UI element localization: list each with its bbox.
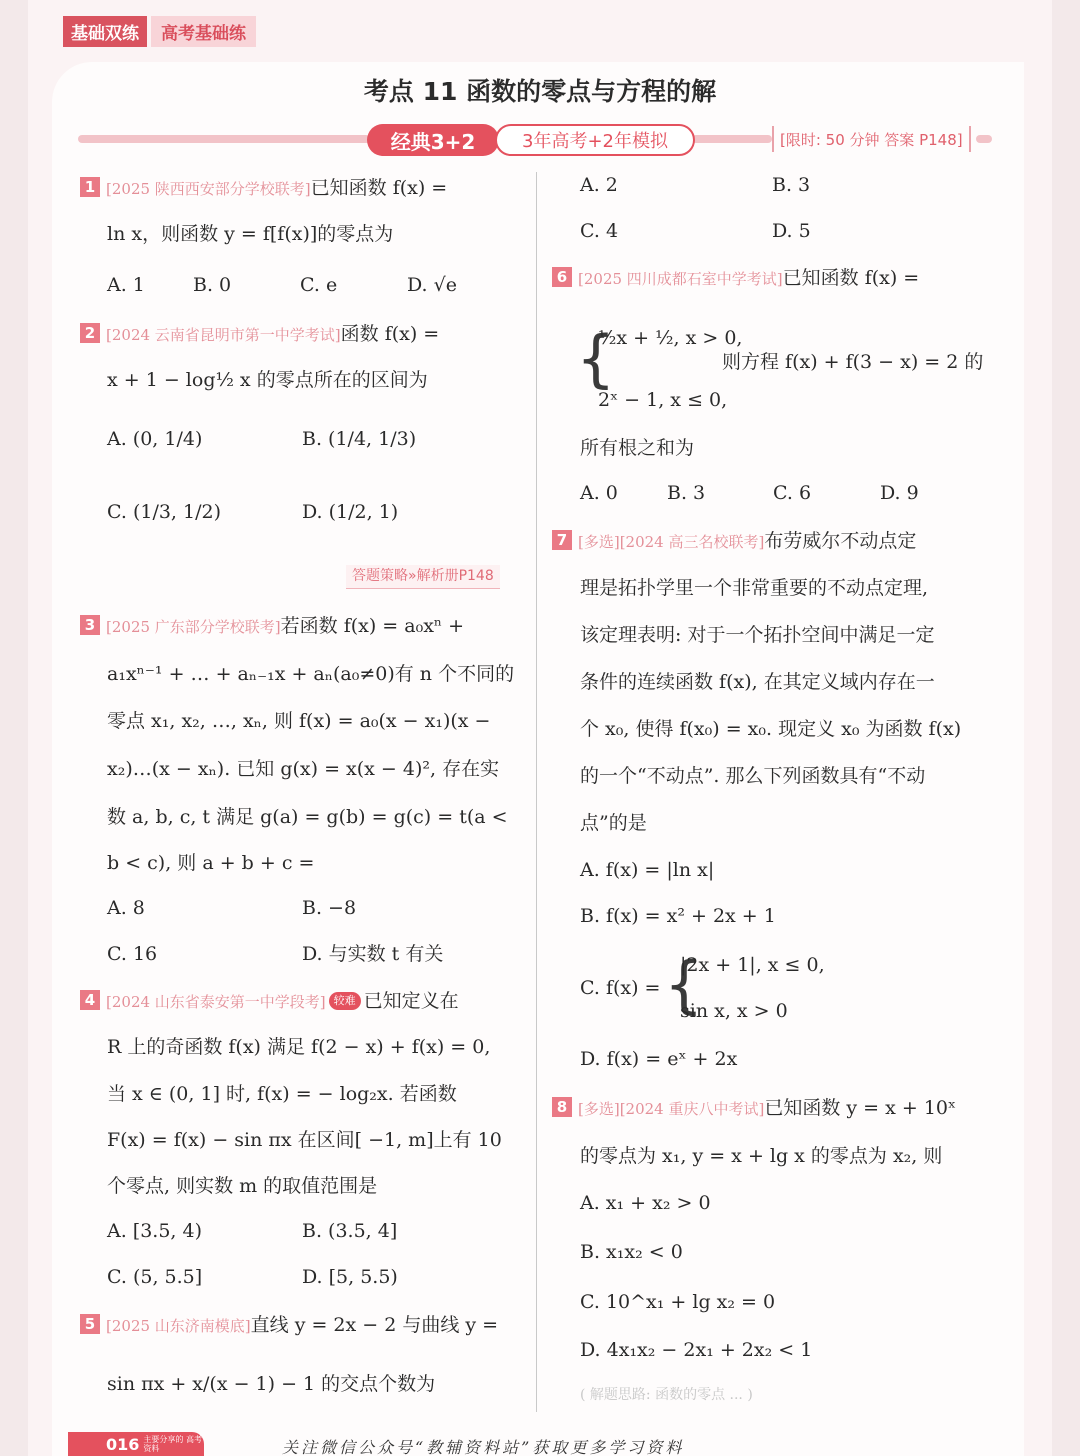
difficulty-badge: 较难 [329, 992, 361, 1010]
section-tag [63, 18, 256, 44]
q3-text1: 若函数 f(x) = a₀xⁿ + [280, 615, 465, 637]
q1-line1 [80, 176, 447, 201]
q3-line4: x₂)…(x − xₙ). 已知 g(x) = x(x − 4)², 存在实 [107, 758, 500, 780]
q5-line2: sin πx + x/(x − 1) − 1 的交点个数为 [107, 1373, 436, 1395]
q1-option-c: C. e [300, 274, 338, 296]
q7-option-d: D. f(x) = eˣ + 2x [580, 1048, 738, 1070]
faded-hint: ( 解题思路: 函数的零点 ... ) [580, 1387, 753, 1403]
q3-line6: b < c), 则 a + b + c = [107, 852, 315, 874]
q5-text1: 直线 y = 2x − 2 与曲线 y = [250, 1314, 499, 1336]
q4-number: 4 [80, 990, 100, 1010]
q7-option-c-piece2: sin x, x > 0 [680, 1000, 788, 1022]
q3-line5: 数 a, b, c, t 满足 g(a) = g(b) = g(c) = t(a < [107, 806, 508, 828]
q3-line2: a₁xⁿ⁻¹ + … + aₙ₋₁x + aₙ(a₀≠0)有 n 个不同的 [107, 663, 515, 685]
q7-option-c-label: C. f(x) = [580, 977, 661, 999]
q8-line1 [552, 1096, 956, 1121]
column-divider [536, 172, 537, 1412]
page-number: 016 [106, 1434, 140, 1454]
q5-line1 [80, 1313, 498, 1338]
q6-line1 [552, 266, 919, 291]
q8-number: 8 [552, 1097, 572, 1117]
q7-option-c-piece1: |2x + 1|, x ≤ 0, [680, 954, 825, 976]
band-sub-pill: 3年高考+2年模拟 [495, 124, 695, 156]
q8-option-c: C. 10^x₁ + lg x₂ = 0 [580, 1291, 776, 1313]
tag-basic: 基础双练 [63, 16, 147, 47]
q5-option-b: B. 3 [772, 174, 811, 196]
q7-brace: { [664, 948, 704, 1021]
time-limit: [限时: 50 分钟 答案 P148] [772, 126, 971, 152]
q8-source: [多选][2024 重庆八中考试] [578, 1100, 765, 1118]
q2-source: [2024 云南省昆明市第一中学考试] [106, 326, 341, 344]
q6-line3: 所有根之和为 [580, 437, 695, 459]
q1-option-d: D. √e [407, 274, 457, 296]
q6-text1: 已知函数 f(x) = [782, 267, 920, 289]
q1-text1: 已知函数 f(x) = [310, 177, 448, 199]
band-line-right [976, 135, 992, 143]
q3-option-d: D. 与实数 t 有关 [302, 943, 444, 965]
q1-line2: ln x，则函数 y = f[f(x)]的零点为 [107, 223, 394, 245]
q4-line5: 个零点, 则实数 m 的取值范围是 [107, 1175, 378, 1197]
q4-option-b: B. (3.5, 4] [302, 1220, 398, 1242]
q7-option-a: A. f(x) = |ln x| [580, 859, 715, 881]
q3-source: [2025 广东部分学校联考] [106, 618, 281, 636]
q6-line2: 则方程 f(x) + f(3 − x) = 2 的 [722, 351, 984, 373]
q6-brace: { [576, 322, 616, 395]
q4-option-a: A. [3.5, 4) [107, 1220, 203, 1242]
q5-source: [2025 山东济南模底] [106, 1317, 251, 1335]
q2-line2: x + 1 − log½ x 的零点所在的区间为 [107, 369, 428, 391]
q6-option-b: B. 3 [667, 482, 706, 504]
tag-exam: 高考基础练 [151, 16, 256, 47]
q1-number: 1 [80, 177, 100, 197]
q4-line1 [80, 989, 459, 1014]
q5-option-d: D. 5 [772, 220, 811, 242]
q6-source: [2025 四川成都石室中学考试] [578, 270, 783, 288]
q5-number: 5 [80, 1314, 100, 1334]
q4-line2: R 上的奇函数 f(x) 满足 f(2 − x) + f(x) = 0, [107, 1036, 491, 1058]
q6-piece2: 2ˣ − 1, x ≤ 0, [598, 389, 728, 411]
q2-text1: 函数 f(x) = [340, 323, 440, 345]
q1-source: [2025 陕西西安部分学校联考] [106, 180, 311, 198]
q7-line3: 该定理表明: 对于一个拓扑空间中满足一定 [580, 624, 935, 646]
page-title: 考点 11 函数的零点与方程的解 [363, 77, 717, 106]
q2-option-d: D. (1/2, 1) [302, 501, 399, 523]
q3-line3: 零点 x₁, x₂, …, xₙ, 则 f(x) = a₀(x − x₁)(x − [107, 710, 491, 732]
q3-option-c: C. 16 [107, 943, 158, 965]
q4-line4: F(x) = f(x) − sin πx 在区间[ −1, m]上有 10 [107, 1129, 502, 1151]
q8-option-a: A. x₁ + x₂ > 0 [580, 1192, 711, 1214]
q2-number: 2 [80, 323, 100, 343]
q2-option-a: A. (0, 1/4) [107, 428, 203, 450]
q7-line5: 个 x₀, 使得 f(x₀) = x₀. 现定义 x₀ 为函数 f(x) [580, 718, 962, 740]
q3-number: 3 [80, 615, 100, 635]
q1-option-b: B. 0 [193, 274, 232, 296]
q6-option-c: C. 6 [773, 482, 812, 504]
q4-source: [2024 山东省泰安第一中学段考] [106, 993, 326, 1011]
q5-option-c: C. 4 [580, 220, 619, 242]
q6-number: 6 [552, 267, 572, 287]
q3-line1 [80, 614, 464, 639]
q7-option-b: B. f(x) = x² + 2x + 1 [580, 905, 776, 927]
band-line-left [78, 135, 370, 143]
handwritten-note: 关注微信公众号“教辅资料站”获取更多学习资料 [282, 1438, 685, 1456]
q8-option-d: D. 4x₁x₂ − 2x₁ + 2x₂ < 1 [580, 1339, 813, 1361]
q7-source: [多选][2024 高三名校联考] [578, 533, 765, 551]
q3-option-a: A. 8 [107, 897, 145, 919]
page-number-badge [68, 1432, 204, 1456]
q4-option-c: C. (5, 5.5] [107, 1266, 203, 1288]
q3-option-b: B. −8 [302, 897, 357, 919]
q1-option-a: A. 1 [107, 274, 145, 296]
q4-option-d: D. [5, 5.5) [302, 1266, 398, 1288]
q7-text1: 布劳威尔不动点定 [764, 530, 917, 552]
footer-sub: 主要分享的 高考资料 [143, 1435, 202, 1453]
q2-line1 [80, 322, 439, 347]
band-main-pill: 经典3+2 [367, 124, 499, 156]
q4-text1: 已知定义在 [363, 990, 459, 1012]
q7-line6: 的一个“不动点”. 那么下列函数具有“不动 [580, 765, 926, 787]
q2-option-b: B. (1/4, 1/3) [302, 428, 417, 450]
q6-option-a: A. 0 [580, 482, 618, 504]
q7-number: 7 [552, 530, 572, 550]
band-line-mid [692, 135, 772, 143]
q8-line2: 的零点为 x₁, y = x + lg x 的零点为 x₂, 则 [580, 1145, 943, 1167]
q2-option-c: C. (1/3, 1/2) [107, 501, 221, 523]
q8-text1: 已知函数 y = x + 10ˣ [764, 1097, 957, 1119]
q7-line4: 条件的连续函数 f(x), 在其定义域内存在一 [580, 671, 935, 693]
q6-option-d: D. 9 [880, 482, 919, 504]
q5-option-a: A. 2 [580, 174, 618, 196]
q7-line7: 点”的是 [580, 812, 647, 834]
answer-strategy-link[interactable]: 答题策略»解析册P148 [346, 565, 500, 589]
q7-line2: 理是拓扑学里一个非常重要的不动点定理, [580, 577, 929, 599]
q4-line3: 当 x ∈ (0, 1] 时, f(x) = − log₂x. 若函数 [107, 1083, 457, 1105]
q6-piece1: ½x + ½, x > 0, [598, 327, 743, 349]
q8-option-b: B. x₁x₂ < 0 [580, 1241, 683, 1263]
q7-line1 [552, 529, 916, 554]
